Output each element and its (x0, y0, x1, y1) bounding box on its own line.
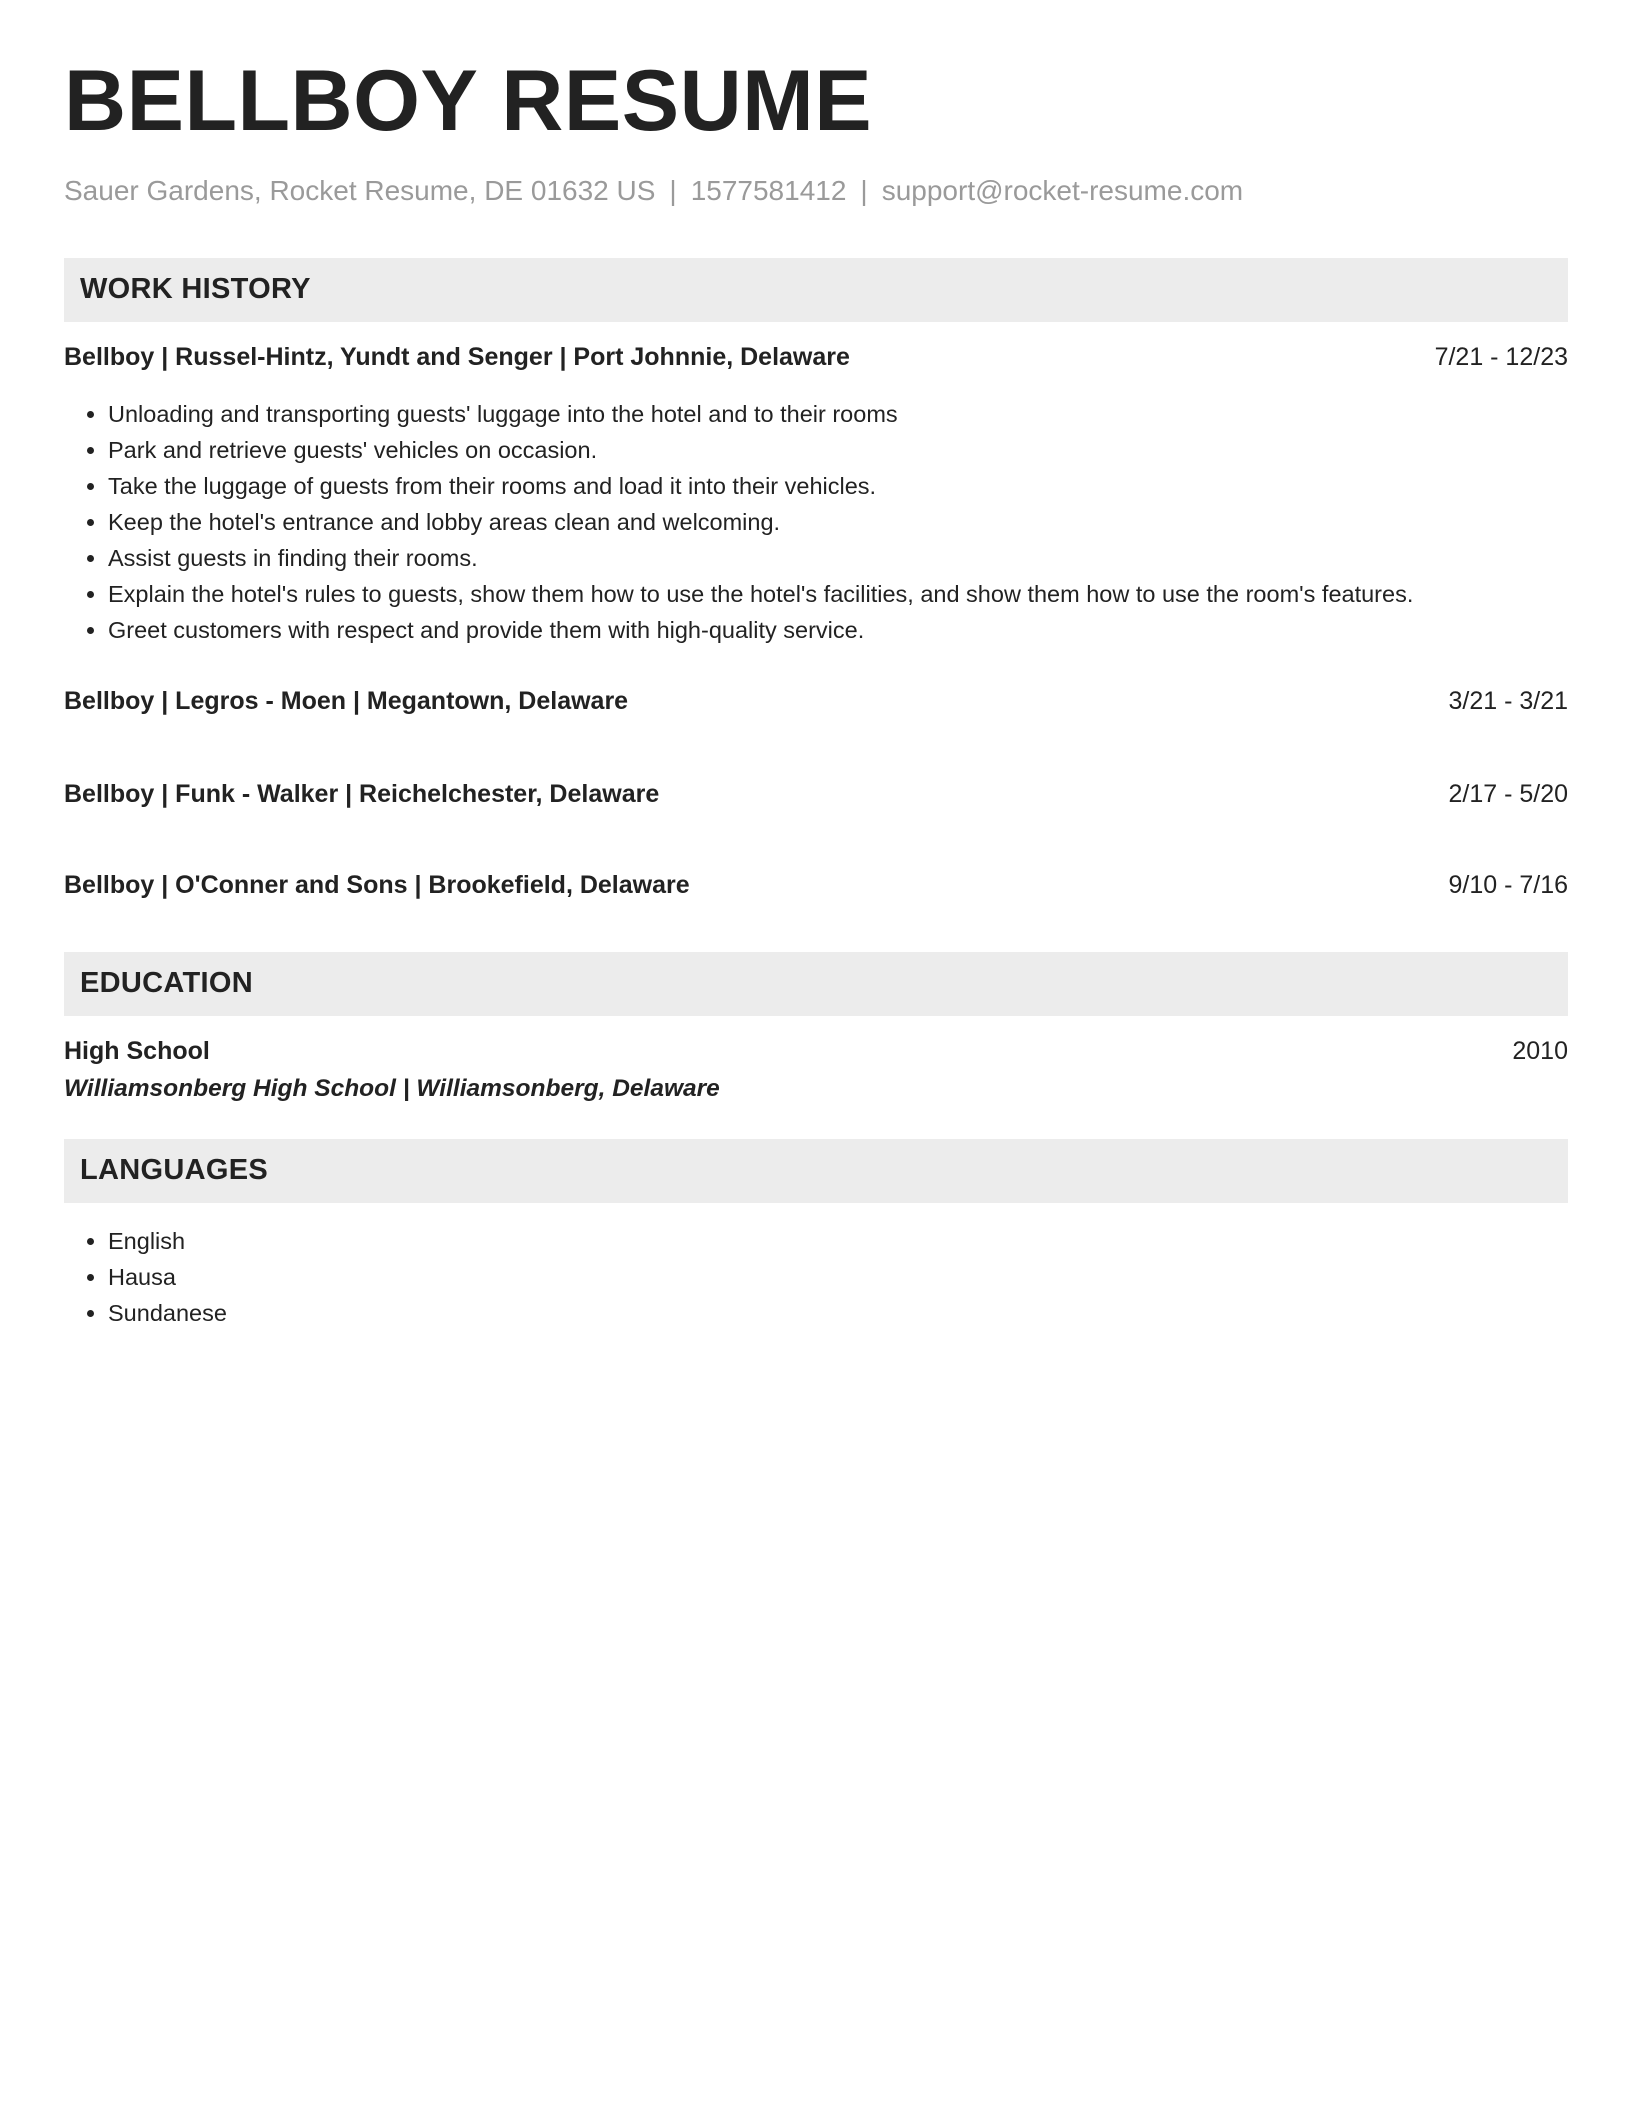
job-entry (64, 870, 1568, 900)
job-title: Bellboy | Russel-Hintz, Yundt and Senger | Port Johnnie, Delaware (64, 342, 850, 371)
education-entry (64, 1036, 1568, 1066)
job-bullet: • Take the luggage of guests from their rooms and load it into their vehicles. (108, 468, 1568, 504)
section-header-work-history: WORK HISTORY (64, 258, 1568, 322)
job-bullet: • Park and retrieve guests' vehicles on occasion. (108, 432, 1568, 468)
job-dates: 2/17 - 5/20 (1448, 779, 1568, 808)
resume-title: BELLBOY RESUME (64, 53, 873, 149)
education-year: 2010 (1512, 1036, 1568, 1065)
language-item: • Sundanese (108, 1295, 1568, 1331)
job-entry (64, 342, 1568, 372)
job-dates: 3/21 - 3/21 (1448, 686, 1568, 715)
job-dates: 9/10 - 7/16 (1448, 870, 1568, 899)
job-bullet: • Assist guests in finding their rooms. (108, 540, 1568, 576)
contact-separator: | (669, 175, 677, 206)
section-header-languages: LANGUAGES (64, 1139, 1568, 1203)
job-entry (64, 686, 1568, 716)
job-title: Bellboy | Legros - Moen | Megantown, Delaware (64, 686, 629, 715)
job-bullet: • Explain the hotel's rules to guests, show them how to use the hotel's facilities, and show them how to use the room's features. (108, 576, 1568, 612)
job-bullet: • Unloading and transporting guests' luggage into the hotel and to their rooms (108, 396, 1568, 432)
education-school: Williamsonberg High School | Williamsonberg, Delaware (64, 1074, 720, 1102)
contact-email: support@rocket-resume.com (881, 175, 1244, 206)
job-dates: 7/21 - 12/23 (1434, 342, 1568, 371)
education-degree: High School (64, 1036, 210, 1065)
language-list (64, 1223, 1568, 1331)
contact-line (64, 174, 1568, 208)
job-bullets (64, 396, 1568, 648)
section-header-education: EDUCATION (64, 952, 1568, 1016)
job-title: Bellboy | O'Conner and Sons | Brookefield, Delaware (64, 870, 690, 899)
contact-phone: 1577581412 (690, 175, 847, 206)
job-entry (64, 779, 1568, 809)
job-title: Bellboy | Funk - Walker | Reichelchester, Delaware (64, 779, 660, 808)
contact-address: Sauer Gardens, Rocket Resume, DE 01632 US (64, 175, 656, 206)
job-bullet: • Keep the hotel's entrance and lobby areas clean and welcoming. (108, 504, 1568, 540)
job-bullet: • Greet customers with respect and provide them with high-quality service. (108, 612, 1568, 648)
language-item: • Hausa (108, 1259, 1568, 1295)
contact-separator: | (860, 175, 868, 206)
language-item: • English (108, 1223, 1568, 1259)
